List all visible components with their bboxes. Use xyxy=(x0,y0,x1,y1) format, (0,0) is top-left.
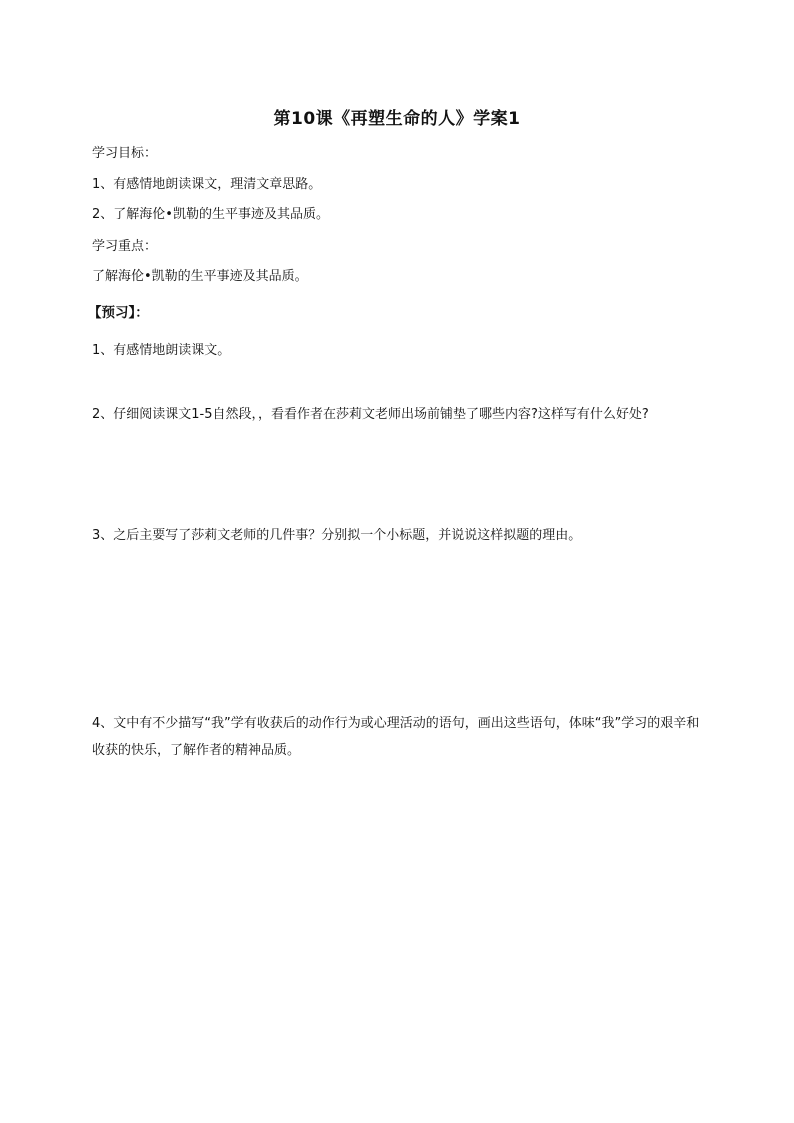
question-2: 2、仔细阅读课文1-5自然段，，看看作者在莎莉文老师出场前铺垫了哪些内容?这样写有什么好处? xyxy=(92,407,649,422)
objective-item-1: 1、有感情地朗读课文，理清文章思路。 xyxy=(92,177,322,192)
objectives-heading: 学习目标： xyxy=(92,146,158,161)
question-3: 3、之后主要写了莎莉文老师的几件事？分别拟一个小标题，并说说这样拟题的理由。 xyxy=(92,528,582,543)
focus-heading: 学习重点： xyxy=(92,239,158,254)
question-1: 1、有感情地朗读课文。 xyxy=(92,343,231,358)
preview-heading: 【预习】： xyxy=(88,305,149,321)
question-4: 4、文中有不少描写“我”学有收获后的动作行为或心理活动的语句，画出这些语句，体味“我”学习的艰辛和收获的快乐，了解作者的精神品质。 xyxy=(92,716,700,758)
objective-item-2: 2、了解海伦•凯勒的生平事迹及其品质。 xyxy=(92,207,329,222)
focus-text: 了解海伦•凯勒的生平事迹及其品质。 xyxy=(92,269,308,284)
page-title: 第10课《再塑生命的人》学案1 xyxy=(273,109,521,129)
